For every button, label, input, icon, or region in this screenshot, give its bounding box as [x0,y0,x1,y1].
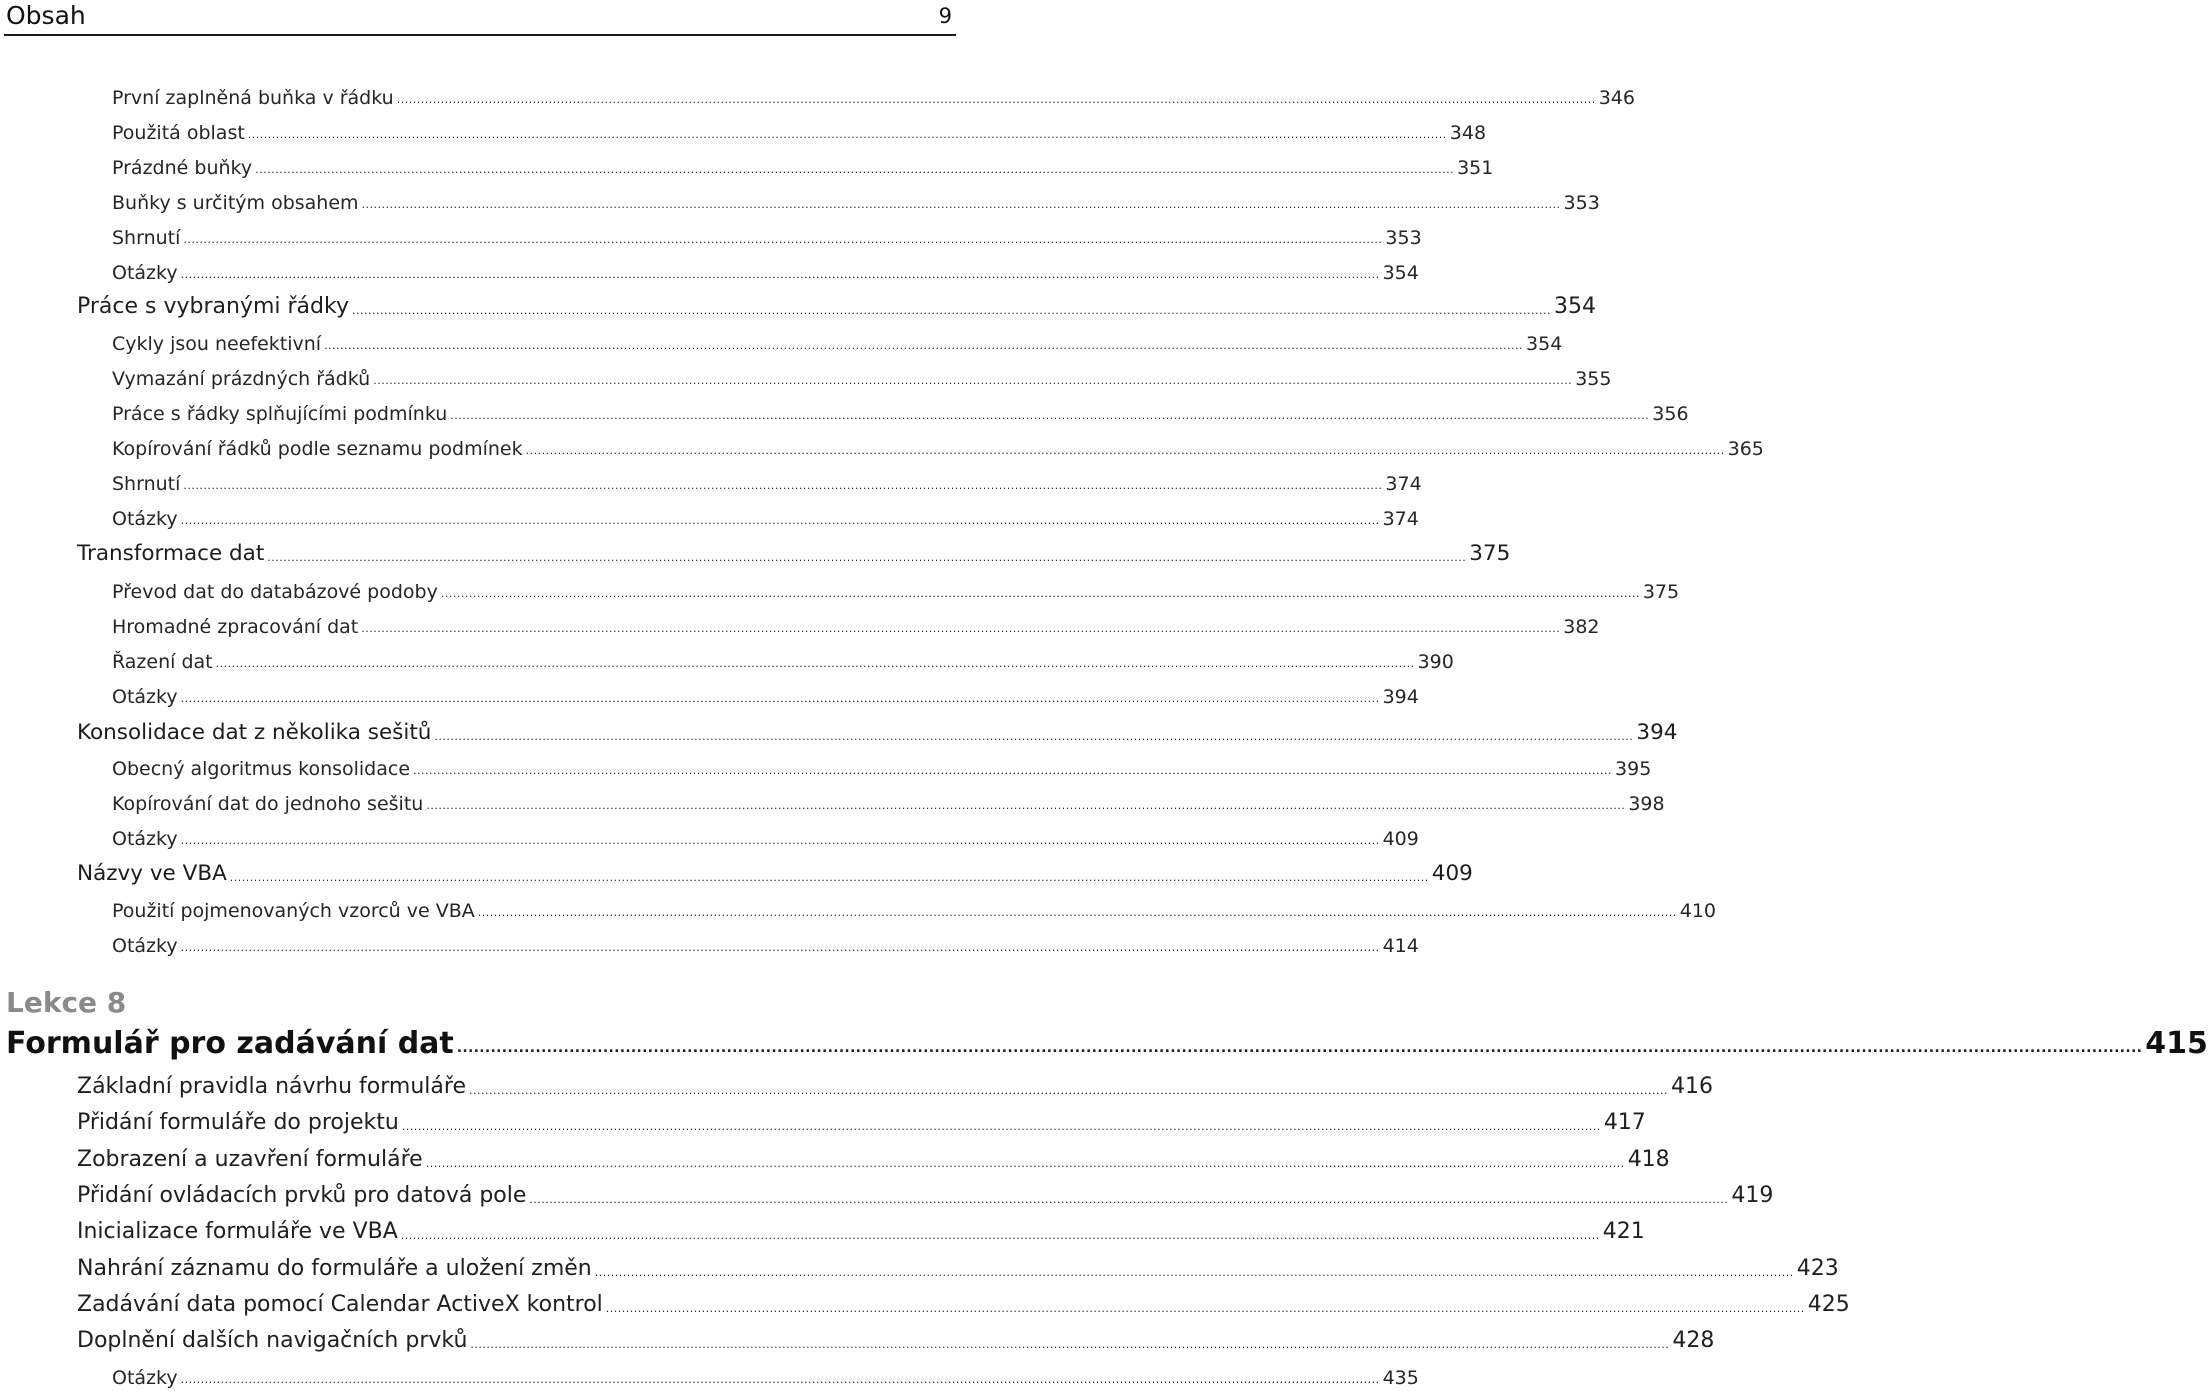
toc-entry-page: 356 [1652,403,1689,425]
toc-section-entry[interactable] [77,1182,1774,1210]
leader-dots: ............................................................................................................................................................................................................................................................................................................ [440,587,1640,600]
toc-entry-label: Přidání formuláře do projektu [77,1110,399,1135]
toc-entry-page: 395 [1615,758,1652,780]
toc-entry-page: 353 [1563,192,1600,214]
toc-entry[interactable] [112,934,1419,958]
toc-entry-label: Názvy ve VBA [77,861,227,886]
toc-entry-label: Použitá oblast [112,122,245,144]
toc-section-entry[interactable] [77,1218,1645,1246]
toc-entry-page: 354 [1382,262,1419,284]
toc-entry[interactable] [112,402,1689,426]
toc-entry-page: 346 [1598,87,1635,109]
toc-section-entry[interactable] [77,1109,1646,1137]
toc-entry-label: Transformace dat [77,541,265,566]
toc-entry-page: 354 [1526,333,1563,355]
toc-entry-label: Základní pravidla návrhu formuláře [77,1074,466,1099]
leader-dots: ............................................................................................................................................................................................................................................................................................................ [434,730,1634,743]
leader-dots: ............................................................................................................................................................................................................................................................................................................ [400,1229,1600,1242]
toc-section-entry[interactable] [77,1291,1850,1319]
toc-entry[interactable] [112,332,1563,356]
leader-dots: ............................................................................................................................................................................................................................................................................................................ [180,1373,1380,1386]
leader-dots: ............................................................................................................................................................................................................................................................................................................ [477,906,1677,919]
toc-entry-page: 374 [1385,473,1422,495]
leader-dots: ............................................................................................................................................................................................................................................................................................................ [361,198,1561,211]
toc-entry-page: 353 [1385,227,1422,249]
chapter-title-entry[interactable] [6,1026,2208,1062]
toc-entry-page: 375 [1469,541,1511,566]
toc-entry-page: 423 [1796,1256,1839,1281]
toc-entry[interactable] [112,615,1600,639]
leader-dots: ............................................................................................................................................................................................................................................................................................................ [180,834,1380,847]
toc-entry-label: Cykly jsou neefektivní [112,333,322,355]
toc-entry-label: Inicializace formuláře ve VBA [77,1219,398,1244]
toc-entry-page: 409 [1431,861,1473,886]
toc-entry-label: Otázky [112,262,178,284]
leader-dots: ............................................................................................................................................................................................................................................................................................................ [529,1193,1729,1206]
toc-entry-page: 419 [1731,1183,1774,1208]
toc-entry-page: 365 [1727,438,1764,460]
toc-entry[interactable] [112,827,1419,851]
toc-entry-page: 416 [1670,1074,1713,1099]
toc-entry-label: Otázky [112,828,178,850]
leader-dots: ............................................................................................................................................................................................................................................................................................................ [267,551,1467,564]
toc-entry-page: 382 [1563,616,1600,638]
leader-dots: ............................................................................................................................................................................................................................................................................................................ [373,374,1573,387]
toc-entry-page: 394 [1382,686,1419,708]
toc-entry-page: 398 [1628,793,1665,815]
toc-entry-page: 374 [1382,508,1419,530]
leader-dots: ............................................................................................................................................................................................................................................................................................................ [351,304,1551,317]
leader-dots: ............................................................................................................................................................................................................................................................................................................ [605,1302,1805,1315]
toc-entry[interactable] [112,86,1635,110]
toc-entry-label: Buňky s určitým obsahem [112,192,359,214]
toc-section-entry[interactable] [77,1146,1670,1174]
toc-entry-label: Nahrání záznamu do formuláře a uložení změn [77,1256,592,1281]
toc-entry[interactable] [112,685,1419,709]
leader-dots: ............................................................................................................................................................................................................................................................................................................ [396,93,1596,106]
toc-entry-label: Řazení dat [112,651,213,673]
toc-entry-page: 394 [1636,720,1678,745]
leader-dots: ............................................................................................................................................................................................................................................................................................................ [469,1084,1668,1097]
toc-entry[interactable] [112,757,1652,781]
toc-section-entry[interactable] [77,860,1473,888]
toc-entry-page: 409 [1382,828,1419,850]
leader-dots: ............................................................................................................................................................................................................................................................................................................ [456,1040,2143,1056]
leader-dots: ............................................................................................................................................................................................................................................................................................................ [594,1266,1794,1279]
leader-dots: ............................................................................................................................................................................................................................................................................................................ [255,163,1455,176]
toc-entry-label: Kopírování dat do jednoho sešitu [112,793,424,815]
toc-section-entry[interactable] [77,1255,1839,1283]
toc-entry[interactable] [112,899,1717,923]
toc-entry[interactable] [112,226,1422,250]
leader-dots: ............................................................................................................................................................................................................................................................................................................ [450,409,1650,422]
toc-entry-label: Práce s vybranými řádky [77,294,349,319]
toc-entry[interactable] [112,156,1494,180]
toc-entry-label: Obecný algoritmus konsolidace [112,758,411,780]
toc-entry-page: 410 [1679,900,1717,922]
leader-dots: ............................................................................................................................................................................................................................................................................................................ [180,514,1380,527]
toc-entry-page: 351 [1457,157,1494,179]
toc-entry[interactable] [112,792,1665,816]
toc-entry-label: Otázky [112,508,178,530]
toc-entry[interactable] [112,261,1419,285]
lesson-label: Lekce 8 [6,986,127,1019]
leader-dots: ............................................................................................................................................................................................................................................................................................................ [183,233,1383,246]
page-title: Obsah [6,1,86,30]
toc-entry-label: Otázky [112,686,178,708]
toc-entry-page: 354 [1553,294,1596,319]
toc-entry-label: Použití pojmenovaných vzorců ve VBA [112,900,475,922]
toc-entry-page: 415 [2145,1026,2208,1061]
toc-entry-label: Kopírování řádků podle seznamu podmínek [112,438,523,460]
toc-entry-page: 428 [1672,1328,1715,1353]
leader-dots: ............................................................................................................................................................................................................................................................................................................ [425,1157,1625,1170]
toc-section-entry[interactable] [77,1073,1713,1101]
leader-dots: ............................................................................................................................................................................................................................................................................................................ [180,268,1380,281]
toc-entry[interactable] [112,1366,1419,1390]
leader-dots: ............................................................................................................................................................................................................................................................................................................ [183,479,1383,492]
toc-entry-label: První zaplněná buňka v řádku [112,87,394,109]
leader-dots: ............................................................................................................................................................................................................................................................................................................ [180,692,1380,705]
toc-entry-page: 355 [1575,368,1612,390]
toc-entry-page: 418 [1627,1147,1670,1172]
toc-entry[interactable] [112,367,1612,391]
toc-entry[interactable] [112,650,1454,674]
toc-entry-label: Zadávání data pomocí Calendar ActiveX kontrol [77,1292,603,1317]
toc-entry-label: Konsolidace dat z několika sešitů [77,720,432,745]
toc-entry-page: 417 [1603,1110,1646,1135]
leader-dots: ............................................................................................................................................................................................................................................................................................................ [229,871,1429,884]
toc-entry-label: Hromadné zpracování dat [112,616,359,638]
toc-section-entry[interactable] [77,293,1596,321]
toc-entry-label: Zobrazení a uzavření formuláře [77,1147,423,1172]
toc-entry-label: Shrnutí [112,473,181,495]
toc-entry-page: 435 [1382,1367,1419,1389]
page-number: 9 [938,4,952,28]
toc-section-entry[interactable] [77,719,1678,747]
leader-dots: ............................................................................................................................................................................................................................................................................................................ [413,764,1613,777]
toc-entry-label: Vymazání prázdných řádků [112,368,371,390]
leader-dots: ............................................................................................................................................................................................................................................................................................................ [470,1338,1670,1351]
toc-entry-label: Formulář pro zadávání dat [6,1026,454,1061]
leader-dots: ............................................................................................................................................................................................................................................................................................................ [401,1120,1601,1133]
toc-entry-label: Otázky [112,935,178,957]
toc-entry-page: 348 [1449,122,1487,144]
toc-entry[interactable] [112,121,1487,145]
toc-entry[interactable] [112,191,1600,215]
leader-dots: ............................................................................................................................................................................................................................................................................................................ [361,622,1561,635]
leader-dots: ............................................................................................................................................................................................................................................................................................................ [525,444,1725,457]
toc-entry[interactable] [112,580,1680,604]
toc-entry-page: 421 [1602,1219,1645,1244]
toc-entry-label: Otázky [112,1367,178,1389]
toc-entry[interactable] [112,472,1422,496]
toc-entry-label: Práce s řádky splňujícími podmínku [112,403,448,425]
toc-entry[interactable] [112,437,1764,461]
leader-dots: ............................................................................................................................................................................................................................................................................................................ [215,657,1415,670]
leader-dots: ............................................................................................................................................................................................................................................................................................................ [324,339,1524,352]
toc-section-entry[interactable] [77,1327,1715,1355]
leader-dots: ............................................................................................................................................................................................................................................................................................................ [247,128,1447,141]
toc-entry-label: Prázdné buňky [112,157,253,179]
toc-entry[interactable] [112,507,1419,531]
leader-dots: ............................................................................................................................................................................................................................................................................................................ [426,799,1626,812]
toc-entry-page: 375 [1642,581,1680,603]
toc-entry-label: Převod dat do databázové podoby [112,581,438,603]
toc-entry-page: 390 [1417,651,1454,673]
toc-section-entry[interactable] [77,540,1511,568]
toc-entry-label: Doplnění dalších navigačních prvků [77,1328,468,1353]
leader-dots: ............................................................................................................................................................................................................................................................................................................ [180,941,1380,954]
toc-entry-page: 414 [1382,935,1419,957]
page-header [4,0,956,36]
toc-entry-label: Shrnutí [112,227,181,249]
toc-entry-page: 425 [1807,1292,1850,1317]
toc-entry-label: Přidání ovládacích prvků pro datová pole [77,1183,527,1208]
